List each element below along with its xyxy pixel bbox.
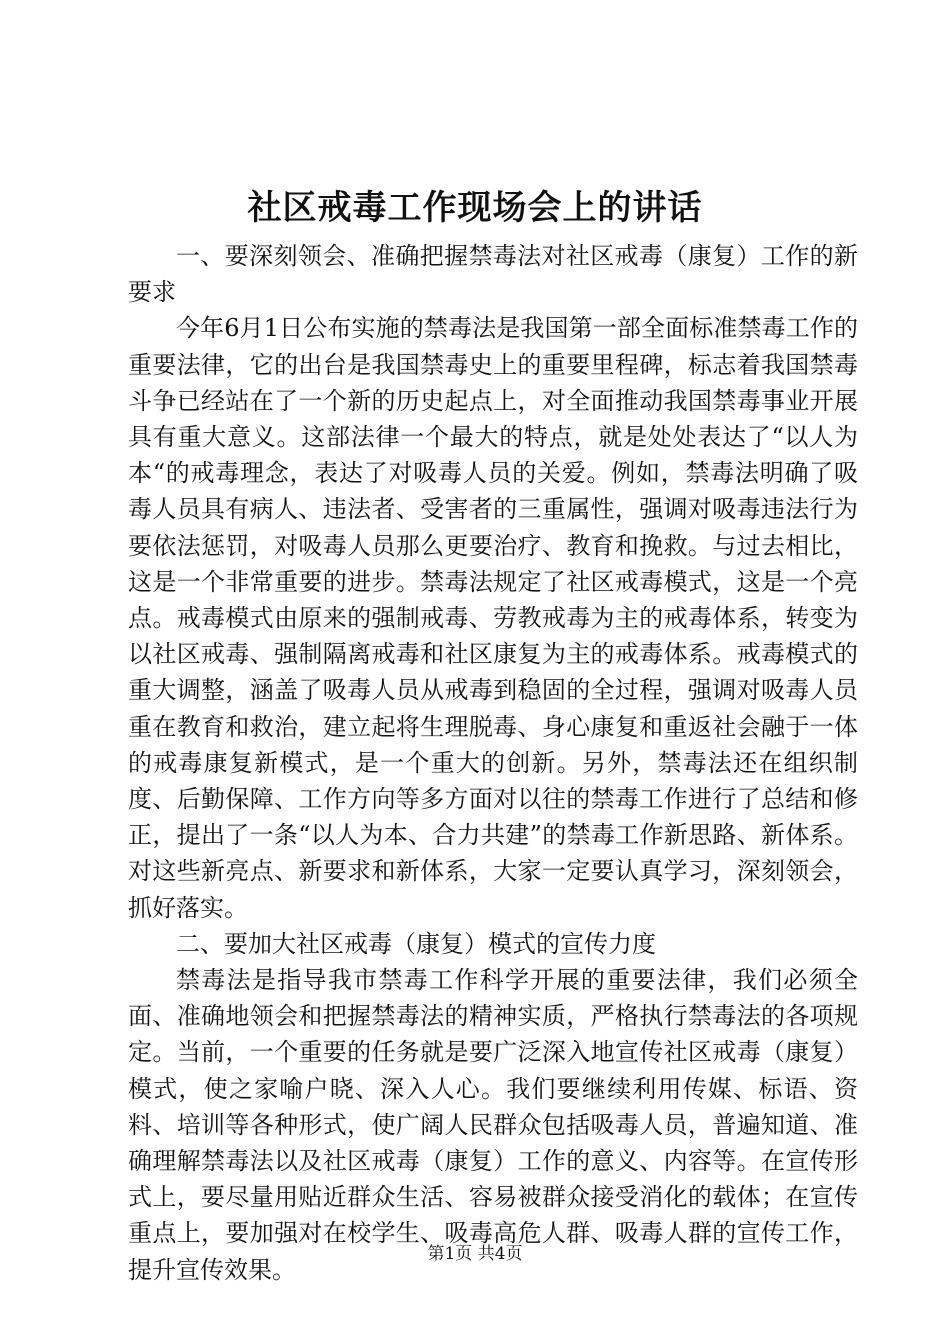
body-paragraph-2: 禁毒法是指导我市禁毒工作科学开展的重要法律，我们必须全面、准确地领会和把握禁毒法的精神实质，严格执行禁毒法的各项规定。当前，一个重要的任务就是要广泛深入地宣传社区戒毒（康复）模式，使之家喻户晓、深入人心。我们要继续利用传媒、标语、资料、培训等各种形式，使广阔人民群众包括吸毒人员，普遍知道、准确理解禁毒法以及社区戒毒（康复）工作的意义、内容等。在宣传形式上，要尽量用贴近群众生活、容易被群众接受消化的载体；在宣传重点上，要加强对在校学生、吸毒高危人群、吸毒人群的宣传工作，提升宣传效果。 bbox=[128, 966, 858, 1284]
page-number-footer: 第1页 共4页 bbox=[427, 1244, 523, 1264]
document-title: 社区戒毒工作现场会上的讲话 bbox=[247, 188, 703, 228]
section-heading-2: 二、要加大社区戒毒（康复）模式的宣传力度 bbox=[176, 929, 656, 958]
body-paragraph-1: 今年6月1日公布实施的禁毒法是我国第一部全面标准禁毒工作的重要法律，它的出台是我国禁毒史上的重要里程碑，标志着我国禁毒斗争已经站在了一个新的历史起点上，对全面推动我国禁毒事业开展具有重大意义。这部法律一个最大的特点，就是处处表达了“以人为本“的戒毒理念，表达了对吸毒人员的关爱。例如，禁毒法明确了吸毒人员具有病人、违法者、受害者的三重属性，强调对吸毒违法行为要依法惩罚，对吸毒人员那么更要治疗、教育和挽救。与过去相比，这是一个非常重要的进步。禁毒法规定了社区戒毒模式，这是一个亮点。戒毒模式由原来的强制戒毒、劳教戒毒为主的戒毒体系，转变为以社区戒毒、强制隔离戒毒和社区康复为主的戒毒体系。戒毒模式的重大调整，涵盖了吸毒人员从戒毒到稳固的全过程，强调对吸毒人员重在教育和救治，建立起将生理脱毒、身心康复和重返社会融于一体的戒毒康复新模式，是一个重大的创新。另外，禁毒法还在组织制度、后勤保障、工作方向等多方面对以往的禁毒工作进行了总结和修正，提出了一条“以人为本、合力共建”的禁毒工作新思路、新体系。对这些新亮点、新要求和新体系，大家一定要认真学习，深刻领会，抓好落实。 bbox=[128, 314, 858, 922]
document-body bbox=[128, 238, 858, 1288]
section-heading-1: 一、要深刻领会、准确把握禁毒法对社区戒毒（康复）工作的新要求 bbox=[128, 242, 858, 307]
